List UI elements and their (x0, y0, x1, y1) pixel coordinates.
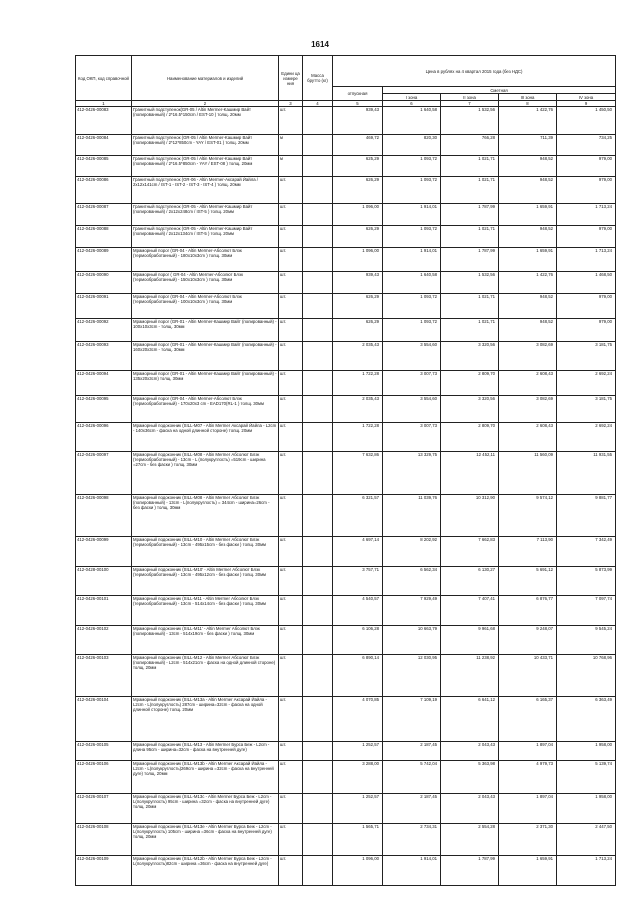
table-row (76, 856, 616, 886)
row-mass (303, 856, 333, 886)
header-estimate-price: Сметная (383, 87, 616, 94)
row-price-zone-3: 948,52 (499, 319, 557, 342)
row-code: 412-0426-00093 (76, 342, 132, 371)
row-release-price: 6 890,14 (333, 655, 383, 697)
row-price-zone-1: 6 562,34 (383, 567, 441, 596)
row-name: Мраморный подоконник (SILL-M11' - Altin Mermer Абсолют Блэк (полированный) - 13cm - 514x19cm - без фаски ) толщ. 30мм (132, 626, 279, 655)
table-row (76, 567, 616, 596)
row-unit: шт. (279, 537, 303, 567)
row-price-zone-1: 2 734,31 (383, 824, 441, 856)
row-price-zone-3: 948,52 (499, 177, 557, 204)
row-release-price: 1 096,00 (333, 248, 383, 272)
row-mass (303, 107, 333, 135)
row-price-zone-2: 2 809,70 (441, 423, 499, 452)
row-price-zone-1: 1 640,58 (383, 107, 441, 135)
row-release-price: 1 722,28 (333, 371, 383, 396)
table-row (76, 272, 616, 294)
column-number: 1 (76, 101, 132, 107)
row-price-zone-3: 1 897,04 (499, 742, 557, 761)
row-price-zone-3: 9 574,12 (499, 495, 557, 537)
row-mass (303, 272, 333, 294)
column-number: 8 (499, 101, 557, 107)
row-unit: м (279, 135, 303, 156)
table-row (76, 626, 616, 655)
row-price-zone-2: 1 021,71 (441, 294, 499, 319)
row-release-price: 1 096,00 (333, 856, 383, 886)
column-number: 5 (333, 101, 383, 107)
row-price-zone-4: 9 545,24 (557, 626, 616, 655)
row-mass (303, 135, 333, 156)
row-price-zone-2: 3 320,56 (441, 342, 499, 371)
row-mass (303, 452, 333, 495)
row-price-zone-4: 1 468,50 (557, 272, 616, 294)
row-price-zone-3: 1 897,04 (499, 794, 557, 824)
row-price-zone-1: 1 093,72 (383, 177, 441, 204)
row-mass (303, 537, 333, 567)
row-release-price: 626,29 (333, 294, 383, 319)
row-code: 412-0426-00090 (76, 272, 132, 294)
row-price-zone-3: 11 560,09 (499, 452, 557, 495)
price-table (75, 55, 616, 886)
row-code: 412-0426-00102 (76, 626, 132, 655)
row-name: Мраморный подоконник (SILL-M13c - Altin Mermer Бурса Беж - L2cm - L(полукруглость) 95cm - ширина =32cm - фаска на внутренней дуге) толщ. 20мм (132, 794, 279, 824)
row-code: 412-0426-00099 (76, 537, 132, 567)
row-mass (303, 226, 333, 248)
row-price-zone-1: 1 640,58 (383, 272, 441, 294)
row-name: Мраморный порог (GR-04 - Altin Mermer-Абсолют Блэк (термообработанный) - 180x10x3cm ) толщ. 30мм (132, 248, 279, 272)
table-row (76, 204, 616, 226)
row-mass (303, 626, 333, 655)
row-release-price: 1 252,57 (333, 794, 383, 824)
row-price-zone-1: 10 663,79 (383, 626, 441, 655)
table-row (76, 107, 616, 135)
row-price-zone-2: 3 320,56 (441, 396, 499, 423)
table-row (76, 423, 616, 452)
header-price-title: Цена в рублях на 4 квартал 2015 года (без НДС) (333, 56, 616, 87)
row-mass (303, 371, 333, 396)
row-unit: шт. (279, 107, 303, 135)
table-row (76, 156, 616, 177)
row-name: Мраморный подоконник (SILL-M13 - Altin Mermer Бурса Беж - L2cm - длина 95cm - ширина=32cm - фаска на внутренней дуге) (132, 742, 279, 761)
row-name: Мраморный порог ( GR-04 - Altin Mermer-Абсолют Блэк (термообработанный) - 150x10x3cm ) толщ. 30мм (132, 272, 279, 294)
row-price-zone-2: 1 787,99 (441, 856, 499, 886)
row-release-price: 626,29 (333, 226, 383, 248)
row-mass (303, 596, 333, 626)
row-price-zone-1: 820,30 (383, 135, 441, 156)
row-release-price: 625,29 (333, 156, 383, 177)
row-price-zone-1: 1 914,01 (383, 248, 441, 272)
row-price-zone-1: 2 187,45 (383, 742, 441, 761)
row-release-price: 1 096,00 (333, 204, 383, 226)
row-price-zone-2: 2 554,28 (441, 824, 499, 856)
row-price-zone-4: 5 873,99 (557, 567, 616, 596)
row-price-zone-4: 1 958,00 (557, 742, 616, 761)
row-release-price: 4 697,14 (333, 537, 383, 567)
row-unit: шт. (279, 204, 303, 226)
column-number: 3 (279, 101, 303, 107)
row-name: Мраморный порог (GR-01 - Altin Mermer-Кашмир Вайт (полированный) - 135x20x3cm) толщ. 30мм (132, 371, 279, 396)
column-number: 6 (383, 101, 441, 107)
table-row (76, 177, 616, 204)
row-unit: шт. (279, 697, 303, 742)
table-row (76, 226, 616, 248)
row-code: 412-0426-00104 (76, 697, 132, 742)
row-price-zone-2: 1 787,99 (441, 204, 499, 226)
row-mass (303, 294, 333, 319)
row-code: 412-0426-00108 (76, 824, 132, 856)
row-price-zone-2: 7 407,41 (441, 596, 499, 626)
table-row (76, 396, 616, 423)
row-price-zone-4: 979,00 (557, 319, 616, 342)
row-mass (303, 396, 333, 423)
row-unit: шт. (279, 177, 303, 204)
row-name: Мраморный подоконник (SILL-M12 - Altin Mermer Абсолют Блэк (полированный) - L2cm - 514x21cm - фаска на одной длинной стороне) толщ. 20мм (132, 655, 279, 697)
row-release-price: 469,72 (333, 135, 383, 156)
table-row (76, 342, 616, 371)
row-price-zone-4: 979,00 (557, 156, 616, 177)
row-release-price: 1 722,28 (333, 423, 383, 452)
row-price-zone-4: 11 931,55 (557, 452, 616, 495)
row-price-zone-2: 7 662,83 (441, 537, 499, 567)
row-release-price: 3 288,00 (333, 761, 383, 794)
row-unit: шт. (279, 423, 303, 452)
row-price-zone-3: 7 113,90 (499, 537, 557, 567)
row-price-zone-1: 7 109,19 (383, 697, 441, 742)
row-price-zone-4: 6 363,49 (557, 697, 616, 742)
row-price-zone-2: 9 961,68 (441, 626, 499, 655)
row-release-price: 2 035,43 (333, 396, 383, 423)
row-price-zone-1: 1 093,72 (383, 156, 441, 177)
row-price-zone-4: 9 881,77 (557, 495, 616, 537)
row-price-zone-1: 1 914,01 (383, 856, 441, 886)
row-unit: шт. (279, 567, 303, 596)
row-unit: шт. (279, 794, 303, 824)
row-price-zone-3: 948,52 (499, 294, 557, 319)
row-price-zone-3: 9 248,07 (499, 626, 557, 655)
row-price-zone-3: 948,52 (499, 226, 557, 248)
header-zone-3: III зона (499, 94, 557, 101)
row-name: Гранитный подступенок (GR-05 / Altin Mermer-Kaшмир Вайт (полированный) / 2*16.5*850cm - YAY / EST-08 ) толщ. 20мм (132, 156, 279, 177)
row-price-zone-1: 1 914,01 (383, 204, 441, 226)
row-price-zone-2: 10 312,90 (441, 495, 499, 537)
row-price-zone-4: 2 447,50 (557, 824, 616, 856)
row-mass (303, 204, 333, 226)
row-mass (303, 156, 333, 177)
row-unit: шт. (279, 371, 303, 396)
row-price-zone-1: 3 007,73 (383, 371, 441, 396)
row-release-price: 626,29 (333, 177, 383, 204)
row-price-zone-1: 1 093,72 (383, 319, 441, 342)
row-price-zone-1: 1 093,72 (383, 294, 441, 319)
row-price-zone-1: 13 329,75 (383, 452, 441, 495)
row-unit: шт. (279, 596, 303, 626)
row-price-zone-3: 1 659,91 (499, 856, 557, 886)
row-price-zone-2: 1 787,99 (441, 248, 499, 272)
row-price-zone-4: 3 181,75 (557, 342, 616, 371)
row-mass (303, 177, 333, 204)
row-price-zone-3: 1 659,91 (499, 248, 557, 272)
row-unit: шт. (279, 319, 303, 342)
row-price-zone-4: 1 958,00 (557, 794, 616, 824)
row-price-zone-2: 5 363,98 (441, 761, 499, 794)
row-price-zone-1: 11 039,76 (383, 495, 441, 537)
table-row (76, 761, 616, 794)
row-price-zone-4: 1 713,24 (557, 248, 616, 272)
row-name: Мраморный подоконник (SILL-M08 - Altin Mermer Абсолют Блэк (полированный) - 13cm - L(полукруглость) = 344cm - ширина=26cm - без фаски ) толщ. 30мм (132, 495, 279, 537)
row-release-price: 7 632,86 (333, 452, 383, 495)
row-price-zone-3: 6 876,77 (499, 596, 557, 626)
row-unit: шт. (279, 742, 303, 761)
header-release-price: отпускная (333, 87, 383, 101)
row-unit: шт. (279, 824, 303, 856)
row-price-zone-3: 1 659,91 (499, 204, 557, 226)
table-row (76, 794, 616, 824)
row-release-price: 626,29 (333, 319, 383, 342)
row-name: Мраморный подоконник (SILL-M13a - Altin Mermer Аксарай Йайла - L2cm - L(полукруглость) 287cm - ширина=32cm - фаска на одной длинной стороне) толщ. 20мм (132, 697, 279, 742)
row-price-zone-4: 5 139,74 (557, 761, 616, 794)
header-zone-4: IV зона (557, 94, 616, 101)
row-release-price: 939,43 (333, 107, 383, 135)
row-release-price: 6 321,57 (333, 495, 383, 537)
row-price-zone-4: 2 692,24 (557, 371, 616, 396)
row-name: Мраморный порог (GR-01 - Altin Mermer-Кашмир Вайт (полированный) - 100x10x3cm - толщ. 30мм (132, 319, 279, 342)
row-release-price: 2 035,43 (333, 342, 383, 371)
row-mass (303, 423, 333, 452)
row-price-zone-2: 1 021,71 (441, 156, 499, 177)
row-price-zone-4: 979,00 (557, 177, 616, 204)
row-unit: шт. (279, 495, 303, 537)
table-row (76, 596, 616, 626)
row-name: Мраморный подоконник (SILL-M13b - Altin Mermer Аксарай Йайла - L2cm - L(полукруглость)269cm - ширина =32cm - фаска на внутренней дуге) толщ. 20мм (132, 761, 279, 794)
row-price-zone-1: 5 742,04 (383, 761, 441, 794)
row-price-zone-2: 1 021,71 (441, 319, 499, 342)
table-row (76, 655, 616, 697)
row-price-zone-2: 11 238,92 (441, 655, 499, 697)
row-release-price: 1 565,71 (333, 824, 383, 856)
row-price-zone-4: 7 097,74 (557, 596, 616, 626)
row-release-price: 1 252,57 (333, 742, 383, 761)
row-price-zone-1: 2 187,45 (383, 794, 441, 824)
row-name: Мраморный порог (GR-01 - Altin Mermer-Кашмир Вайт (полированный) - 160x20x3cm - толщ. 30мм (132, 342, 279, 371)
row-code: 412-0426-00091 (76, 294, 132, 319)
row-price-zone-4: 10 768,96 (557, 655, 616, 697)
row-code: 412-0426-00106 (76, 761, 132, 794)
header-name: Наименование материалов и изделий (132, 56, 279, 101)
row-price-zone-4: 2 692,24 (557, 423, 616, 452)
row-price-zone-3: 10 433,71 (499, 655, 557, 697)
row-price-zone-4: 1 713,24 (557, 856, 616, 886)
table-row (76, 824, 616, 856)
row-price-zone-4: 3 181,75 (557, 396, 616, 423)
header-mass: Масса брутто (кг) (303, 56, 333, 101)
header-code: Код ОКП, код справочной (76, 56, 132, 101)
row-code: 412-0426-00092 (76, 319, 132, 342)
row-price-zone-4: 1 450,50 (557, 107, 616, 135)
row-release-price: 4 540,57 (333, 596, 383, 626)
row-name: Мраморный подоконник (SILL-M10' - Altin Mermer Абсолют Блэк (термообработанный) - 13cm - 495x12cm - без фаски ) толщ. 30мм (132, 567, 279, 596)
row-price-zone-4: 979,00 (557, 294, 616, 319)
table-row (76, 495, 616, 537)
row-code: 412-0426-00097 (76, 452, 132, 495)
header-unit: Едини ца измере ния (279, 56, 303, 101)
row-price-zone-2: 6 130,27 (441, 567, 499, 596)
row-price-zone-3: 6 165,37 (499, 697, 557, 742)
row-price-zone-3: 3 082,69 (499, 396, 557, 423)
row-code: 412-0426-00088 (76, 226, 132, 248)
row-price-zone-3: 3 082,69 (499, 342, 557, 371)
row-code: 412-0426-00085 (76, 156, 132, 177)
row-code: 412-0426-00098 (76, 495, 132, 537)
row-price-zone-1: 1 093,72 (383, 226, 441, 248)
row-code: 412-0426-00083 (76, 107, 132, 135)
row-release-price: 6 106,28 (333, 626, 383, 655)
table-row (76, 537, 616, 567)
row-price-zone-3: 948,52 (499, 156, 557, 177)
row-price-zone-3: 4 979,73 (499, 761, 557, 794)
row-price-zone-3: 2 608,43 (499, 371, 557, 396)
row-unit: шт. (279, 626, 303, 655)
row-code: 412-0426-00105 (76, 742, 132, 761)
row-name: Мраморный порог (GR-04 - Altin Mermer-Абсолют Блэк (термообработанный) - 170x20x3 cm - EAD170(RL-1 ) толщ. 30мм (132, 396, 279, 423)
row-mass (303, 248, 333, 272)
row-unit: шт. (279, 452, 303, 495)
row-code: 412-0426-00103 (76, 655, 132, 697)
row-price-zone-2: 12 452,11 (441, 452, 499, 495)
row-price-zone-1: 3 554,60 (383, 342, 441, 371)
row-name: Гранитный подступенок (GR-05 / Altin Mermer-Kaшмир Вайт (полированный) / 2*12*850cm - YAY / EST-01 ) толщ. 20мм (132, 135, 279, 156)
table-row (76, 742, 616, 761)
column-number: 2 (132, 101, 279, 107)
row-price-zone-1: 12 030,95 (383, 655, 441, 697)
row-code: 412-0426-00095 (76, 396, 132, 423)
row-mass (303, 761, 333, 794)
row-mass (303, 655, 333, 697)
row-price-zone-2: 1 532,56 (441, 107, 499, 135)
header-zone-2: II зона (441, 94, 499, 101)
row-price-zone-4: 734,25 (557, 135, 616, 156)
row-name: Гранитный подступенок (GR-06 - Altin Mermer-Аксарай Йайла / 2x12x141cm / IST-1 - IST-2 - IST-3 - IST-4 ) толщ. 20мм (132, 177, 279, 204)
table-row (76, 319, 616, 342)
page-number: 1614 (311, 40, 329, 49)
row-name: Мраморный подоконник (SILL-M10 - Altin Mermer Абсолют Блэк (термообработанный) - 13cm - 495x15cm - без фаски ) толщ. 30мм (132, 537, 279, 567)
row-name: Мраморный подоконник (SILL-M12b - Altin Mermer Бурса Беж - L2cm - L(полукруглость)82cm - ширина =36cm - фаска на внутренней дуге) (132, 856, 279, 886)
row-price-zone-2: 766,28 (441, 135, 499, 156)
row-price-zone-4: 979,00 (557, 226, 616, 248)
row-price-zone-2: 2 043,43 (441, 742, 499, 761)
table-row (76, 294, 616, 319)
row-mass (303, 742, 333, 761)
table-row (76, 248, 616, 272)
row-name: Мраморный подоконник (SILL-M11 - Altin Mermer Абсолют Блэк (термообработанный) - 13cm - 514x14cm - без фаски ) толщ. 30мм (132, 596, 279, 626)
row-name: Мраморный порог (GR-04 - Altin Mermer-Абсолют Блэк (термообработанный) - 100x10x3cm ) толщ. 30мм (132, 294, 279, 319)
row-price-zone-1: 3 007,73 (383, 423, 441, 452)
table-row (76, 697, 616, 742)
row-code: 412-0426-00096 (76, 423, 132, 452)
row-name: Гранитный подступенок (GR-05 - Altin Mermer-Kaшмир Вайт (полированный) / 2x12x134cm / IST-5 ) толщ. 20мм (132, 226, 279, 248)
row-unit: шт. (279, 655, 303, 697)
row-code: 412-0428-00100 (76, 567, 132, 596)
row-price-zone-4: 1 713,24 (557, 204, 616, 226)
table-row (76, 371, 616, 396)
row-price-zone-2: 1 021,71 (441, 177, 499, 204)
row-unit: м (279, 156, 303, 177)
row-code: 412-0426-00101 (76, 596, 132, 626)
row-unit: шт. (279, 856, 303, 886)
row-price-zone-3: 5 691,12 (499, 567, 557, 596)
row-unit: шт. (279, 396, 303, 423)
table-row (76, 135, 616, 156)
header-zone-1: I зона (383, 94, 441, 101)
row-code: 412-0426-00087 (76, 204, 132, 226)
row-mass (303, 342, 333, 371)
row-release-price: 4 070,85 (333, 697, 383, 742)
row-price-zone-2: 6 641,12 (441, 697, 499, 742)
row-code: 412-0426-00086 (76, 177, 132, 204)
row-code: 412-0426-00094 (76, 371, 132, 396)
row-price-zone-4: 7 342,49 (557, 537, 616, 567)
row-price-zone-3: 1 422,76 (499, 272, 557, 294)
row-name: Мраморный подоконник (SILL-M13e - Altin Mermer Бурса Беж - L2cm - L(полукруглость) 105cm - ширина =36cm - фаска на внутренней дуге) толщ. 20мм (132, 824, 279, 856)
row-code: 412-0426-00084 (76, 135, 132, 156)
row-price-zone-1: 7 929,49 (383, 596, 441, 626)
row-price-zone-2: 1 532,56 (441, 272, 499, 294)
row-code: 412-0426-00107 (76, 794, 132, 824)
row-price-zone-3: 711,39 (499, 135, 557, 156)
row-unit: шт. (279, 761, 303, 794)
row-unit: шт. (279, 272, 303, 294)
column-number: 7 (441, 101, 499, 107)
row-mass (303, 319, 333, 342)
row-release-price: 3 757,71 (333, 567, 383, 596)
row-mass (303, 794, 333, 824)
row-name: Гранитный подступенок (GR-05 - Altin Mermer-Kaшмир Вайт (полированный) / 2x12x248cm / IST-5 ) толщ. 20мм (132, 204, 279, 226)
row-mass (303, 495, 333, 537)
row-price-zone-2: 2 043,43 (441, 794, 499, 824)
row-mass (303, 697, 333, 742)
row-release-price: 939,43 (333, 272, 383, 294)
row-code: 412-0426-00089 (76, 248, 132, 272)
row-unit: шт. (279, 248, 303, 272)
column-number: 9 (557, 101, 616, 107)
row-name: Мраморный подоконник (SILL-M08 - Altin Mermer Абсолют Блэк (термообработанный) - 13cm - L (полукруглость) =519cm - ширина =27cm - без фаски ) толщ. 30мм (132, 452, 279, 495)
row-price-zone-1: 8 202,92 (383, 537, 441, 567)
row-name: Мраморный подоконник (SILL-M07 - Altin Mermer Аксарай Йайла - L2cm - 140x36cm - фаска на одной длинной стороне) толщ. 20мм (132, 423, 279, 452)
row-price-zone-2: 1 021,71 (441, 226, 499, 248)
column-number: 4 (303, 101, 333, 107)
row-price-zone-3: 2 608,43 (499, 423, 557, 452)
row-unit: шт. (279, 294, 303, 319)
row-price-zone-1: 3 554,60 (383, 396, 441, 423)
row-name: Гранитный подступенок(GR-05 / Altin Mermer-Kaшмир Вайт (полированный) / 2*16.5*150cm / EST-10 ) толщ. 20мм (132, 107, 279, 135)
table-row (76, 452, 616, 495)
row-mass (303, 567, 333, 596)
row-unit: шт. (279, 342, 303, 371)
row-price-zone-3: 2 371,30 (499, 824, 557, 856)
row-code: 412-0426-00109 (76, 856, 132, 886)
row-price-zone-2: 2 809,70 (441, 371, 499, 396)
row-unit: шт. (279, 226, 303, 248)
row-price-zone-3: 1 422,76 (499, 107, 557, 135)
row-mass (303, 824, 333, 856)
